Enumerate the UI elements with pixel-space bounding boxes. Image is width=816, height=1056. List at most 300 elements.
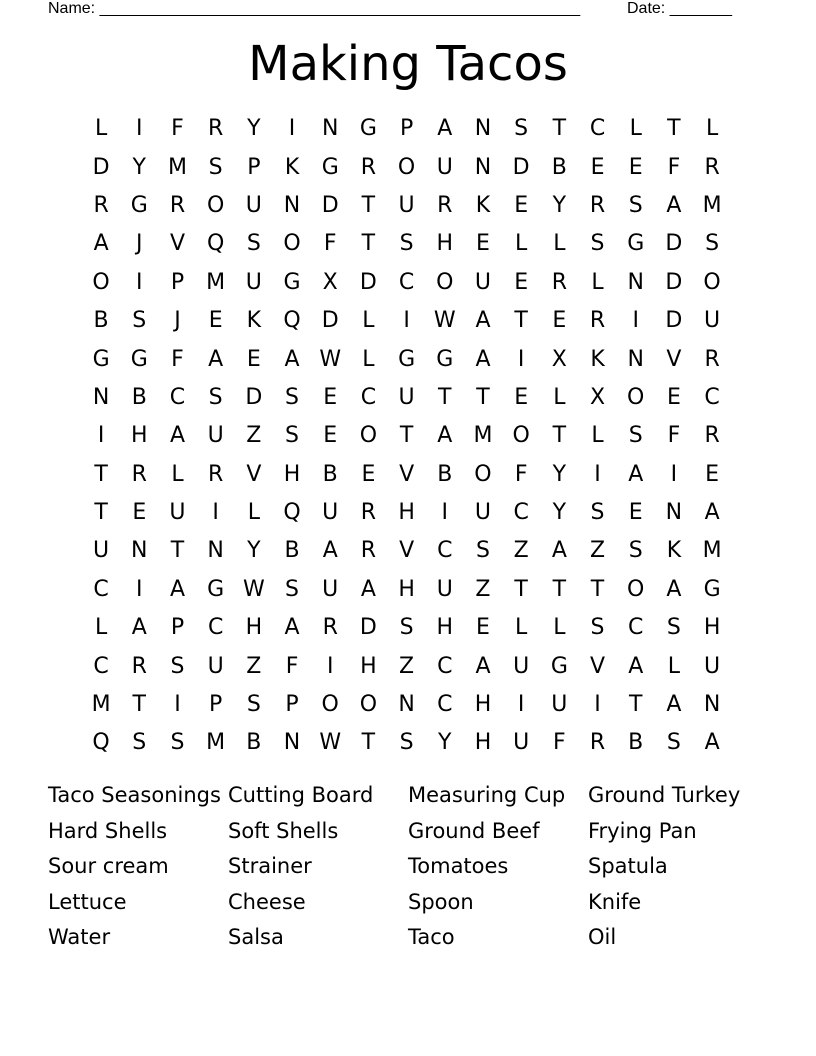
grid-letter: R: [704, 346, 720, 372]
grid-letter: C: [360, 384, 377, 410]
grid-letter: T: [667, 116, 681, 142]
grid-letter: S: [132, 730, 147, 756]
grid-letter: H: [398, 576, 415, 602]
grid-letter: O: [283, 231, 301, 257]
date-field-label: Date: _______: [627, 0, 732, 17]
grid-letter: L: [362, 346, 375, 372]
grid-letter: E: [628, 154, 643, 180]
grid-letter: E: [476, 615, 490, 641]
grid-letter: U: [704, 653, 721, 679]
grid-letter: S: [399, 615, 414, 641]
grid-letter: E: [132, 500, 147, 526]
grid-letter: S: [246, 231, 261, 257]
grid-letter: K: [284, 154, 300, 180]
grid-letter: A: [475, 308, 491, 334]
word-bank-item: Spatula: [588, 854, 668, 878]
grid-letter: T: [132, 692, 146, 718]
grid-letter: A: [628, 653, 644, 679]
grid-letter: O: [703, 269, 721, 295]
grid-letter: R: [589, 192, 606, 218]
grid-letter: N: [398, 692, 415, 718]
grid-letter: I: [670, 461, 678, 487]
word-bank-item: Measuring Cup: [408, 783, 566, 807]
grid-letter: I: [136, 116, 143, 142]
grid-letter: S: [628, 538, 643, 564]
grid-letter: G: [398, 346, 416, 372]
grid-letter: C: [589, 116, 606, 142]
grid-letter: H: [360, 653, 377, 679]
grid-letter: F: [667, 154, 681, 180]
grid-letter: L: [94, 116, 108, 142]
grid-letter: E: [514, 384, 529, 410]
grid-letter: P: [285, 692, 299, 718]
grid-letter: V: [399, 538, 415, 564]
grid-letter: T: [590, 576, 605, 602]
grid-letter: N: [703, 692, 721, 718]
grid-letter: U: [398, 384, 415, 410]
grid-row: [82, 647, 732, 685]
grid-letter: O: [436, 269, 454, 295]
grid-letter: I: [97, 423, 105, 449]
word-bank-item: Ground Turkey: [588, 783, 741, 807]
grid-letter: Z: [513, 538, 529, 564]
grid-letter: F: [514, 461, 528, 487]
grid-row: [82, 724, 732, 762]
grid-letter: A: [551, 538, 567, 564]
grid-letter: L: [553, 384, 566, 410]
header-line: [48, 0, 748, 20]
grid-letter: A: [704, 730, 720, 756]
grid-letter: E: [628, 500, 643, 526]
grid-letter: F: [171, 116, 184, 142]
word-bank-item: Sour cream: [48, 854, 169, 878]
grid-row: [82, 609, 732, 647]
grid-letter: O: [359, 423, 378, 449]
grid-letter: G: [627, 231, 645, 257]
grid-letter: N: [207, 538, 224, 564]
grid-letter: G: [130, 192, 148, 218]
grid-letter: K: [666, 538, 682, 564]
grid-letter: I: [174, 692, 181, 718]
grid-letter: S: [399, 730, 414, 756]
grid-letter: C: [437, 538, 453, 564]
grid-letter: C: [93, 653, 109, 679]
grid-letter: X: [551, 346, 567, 372]
word-bank-item: Ground Beef: [408, 818, 540, 843]
grid-letter: K: [246, 308, 262, 334]
grid-letter: L: [667, 653, 681, 679]
word-bank-item: Cutting Board: [228, 783, 374, 807]
grid-letter: E: [666, 384, 681, 410]
grid-letter: O: [627, 576, 645, 602]
grid-letter: E: [323, 384, 338, 410]
grid-letter: D: [665, 308, 683, 334]
grid-letter: Y: [132, 154, 146, 180]
grid-letter: J: [136, 231, 143, 257]
grid-letter: L: [94, 615, 108, 641]
grid-letter: T: [552, 116, 567, 142]
grid-letter: A: [169, 576, 185, 602]
grid-letter: S: [285, 384, 300, 410]
grid-row: [82, 225, 732, 263]
grid-letter: S: [666, 615, 681, 641]
grid-letter: O: [474, 461, 492, 487]
grid-row: [82, 148, 732, 186]
grid-letter: K: [475, 192, 491, 218]
word-bank-item: Salsa: [228, 925, 284, 949]
grid-letter: S: [514, 116, 529, 142]
grid-letter: T: [94, 461, 108, 487]
grid-row: [82, 110, 732, 148]
grid-letter: R: [208, 116, 224, 142]
grid-letter: L: [591, 269, 604, 295]
name-field-label: Name: ______________________________________________________: [48, 0, 581, 17]
grid-letter: E: [705, 461, 720, 487]
grid-letter: B: [93, 308, 109, 334]
grid-letter: S: [705, 231, 720, 257]
grid-letter: M: [702, 192, 722, 218]
grid-letter: L: [705, 116, 719, 142]
grid-letter: X: [589, 384, 606, 410]
grid-letter: P: [170, 615, 185, 641]
grid-letter: R: [704, 154, 720, 180]
grid-letter: D: [245, 384, 263, 410]
grid-letter: B: [551, 154, 567, 180]
grid-letter: G: [550, 653, 568, 679]
grid-letter: R: [589, 730, 606, 756]
grid-letter: S: [246, 692, 261, 718]
grid-letter: M: [206, 269, 226, 295]
grid-letter: S: [170, 653, 185, 679]
grid-letter: T: [361, 192, 376, 218]
grid-letter: R: [360, 500, 377, 526]
grid-letter: T: [94, 500, 108, 526]
grid-letter: S: [475, 538, 490, 564]
grid-letter: N: [92, 384, 110, 410]
grid-letter: M: [206, 730, 226, 756]
grid-letter: W: [319, 346, 342, 372]
grid-letter: A: [704, 500, 720, 526]
grid-letter: E: [514, 269, 529, 295]
word-bank-item: Frying Pan: [588, 818, 697, 843]
grid-letter: L: [171, 461, 184, 487]
grid-letter: Z: [246, 423, 262, 449]
grid-letter: F: [323, 231, 337, 257]
grid-letter: U: [436, 154, 453, 180]
word-bank-item: Taco Seasonings: [48, 783, 221, 807]
grid-row: [82, 264, 732, 302]
word-bank-item: Knife: [588, 889, 642, 914]
grid-letter: U: [551, 692, 568, 718]
grid-letter: L: [247, 500, 260, 526]
grid-row: [82, 417, 732, 455]
grid-letter: G: [283, 269, 301, 295]
grid-letter: Q: [283, 500, 301, 526]
grid-letter: S: [208, 384, 223, 410]
grid-letter: T: [361, 730, 376, 756]
grid-letter: R: [208, 461, 224, 487]
word-bank-item: Spoon: [408, 889, 474, 914]
grid-letter: A: [666, 576, 682, 602]
grid-letter: I: [632, 308, 639, 334]
grid-letter: A: [666, 192, 682, 218]
grid-letter: H: [283, 461, 301, 487]
grid-letter: A: [628, 461, 644, 487]
grid-letter: S: [628, 192, 643, 218]
grid-letter: G: [321, 154, 339, 180]
grid-letter: B: [628, 730, 644, 756]
grid-letter: C: [207, 615, 224, 641]
grid-letter: C: [437, 653, 453, 679]
grid-letter: A: [284, 346, 300, 372]
grid-letter: R: [131, 461, 147, 487]
grid-letter: U: [169, 500, 186, 526]
grid-letter: U: [474, 500, 492, 526]
grid-letter: L: [515, 231, 528, 257]
page-title: Making Tacos: [248, 36, 568, 92]
grid-letter: F: [285, 653, 299, 679]
grid-letter: Z: [246, 653, 262, 679]
grid-letter: D: [321, 192, 339, 218]
grid-letter: S: [590, 615, 605, 641]
grid-letter: W: [242, 576, 265, 602]
grid-letter: D: [321, 308, 339, 334]
grid-letter: H: [703, 615, 721, 641]
grid-letter: O: [397, 154, 416, 180]
grid-letter: A: [437, 116, 453, 142]
grid-letter: N: [321, 116, 339, 142]
grid-letter: Y: [247, 116, 261, 142]
grid-letter: G: [359, 116, 377, 142]
grid-letter: U: [704, 308, 721, 334]
grid-letter: E: [590, 154, 605, 180]
grid-letter: B: [284, 538, 300, 564]
grid-letter: X: [322, 269, 338, 295]
grid-letter: I: [136, 576, 143, 602]
grid-letter: L: [629, 116, 642, 142]
grid-letter: D: [92, 154, 110, 180]
grid-letter: S: [399, 231, 414, 257]
grid-letter: U: [245, 269, 262, 295]
grid-letter: J: [174, 308, 181, 334]
grid-letter: L: [553, 615, 566, 641]
grid-letter: D: [665, 269, 683, 295]
grid-letter: E: [476, 231, 490, 257]
grid-letter: O: [321, 692, 339, 718]
grid-letter: V: [399, 461, 415, 487]
grid-letter: B: [246, 730, 262, 756]
word-bank-item: Taco: [408, 925, 455, 949]
grid-letter: H: [131, 423, 148, 449]
grid-letter: I: [517, 346, 525, 372]
grid-letter: U: [322, 500, 339, 526]
grid-letter: M: [702, 538, 722, 564]
grid-letter: T: [552, 576, 567, 602]
grid-letter: O: [359, 692, 378, 718]
grid-letter: I: [326, 653, 334, 679]
grid-letter: T: [628, 692, 643, 718]
grid-letter: N: [627, 346, 644, 372]
grid-letter: Y: [552, 192, 567, 218]
grid-letter: B: [131, 384, 147, 410]
grid-letter: D: [512, 154, 530, 180]
grid-letter: D: [359, 615, 377, 641]
grid-letter: L: [553, 231, 566, 257]
grid-letter: E: [514, 192, 529, 218]
grid-letter: Q: [283, 308, 301, 334]
grid-letter: B: [322, 461, 338, 487]
grid-letter: T: [438, 384, 452, 410]
grid-letter: Z: [399, 653, 415, 679]
grid-letter: M: [473, 423, 493, 449]
grid-letter: Z: [589, 538, 606, 564]
grid-letter: Y: [552, 500, 567, 526]
grid-letter: G: [703, 576, 721, 602]
grid-letter: U: [436, 576, 453, 602]
grid-letter: A: [475, 653, 491, 679]
grid-letter: A: [169, 423, 185, 449]
grid-letter: C: [169, 384, 186, 410]
grid-row: [82, 340, 732, 378]
grid-letter: P: [170, 269, 185, 295]
grid-letter: U: [93, 538, 110, 564]
word-bank-item: Oil: [588, 925, 617, 949]
word-bank-item: Strainer: [228, 854, 312, 878]
grid-letter: M: [167, 154, 187, 180]
grid-row: [82, 494, 732, 532]
grid-letter: I: [288, 116, 296, 142]
grid-letter: R: [437, 192, 453, 218]
grid-letter: N: [474, 116, 492, 142]
grid-letter: U: [398, 192, 415, 218]
grid-letter: T: [170, 538, 185, 564]
grid-letter: H: [436, 231, 454, 257]
grid-letter: N: [474, 154, 492, 180]
grid-letter: O: [206, 192, 225, 218]
grid-letter: Q: [206, 231, 225, 257]
grid-letter: S: [590, 231, 605, 257]
word-bank-item: Cheese: [228, 889, 306, 914]
grid-letter: W: [433, 308, 456, 334]
grid-letter: U: [207, 653, 224, 679]
grid-letter: D: [665, 231, 683, 257]
grid-letter: T: [552, 423, 567, 449]
word-bank: [48, 778, 788, 956]
grid-letter: C: [93, 576, 109, 602]
grid-letter: U: [474, 269, 492, 295]
grid-letter: C: [437, 692, 453, 718]
grid-letter: I: [517, 692, 525, 718]
grid-letter: N: [131, 538, 148, 564]
grid-letter: W: [319, 730, 342, 756]
word-bank-item: Hard Shells: [48, 818, 168, 843]
grid-letter: K: [590, 346, 605, 372]
grid-letter: F: [553, 730, 566, 756]
grid-letter: H: [474, 730, 492, 756]
grid-letter: A: [360, 576, 376, 602]
grid-letter: I: [136, 269, 143, 295]
grid-letter: Y: [247, 538, 261, 564]
grid-letter: V: [169, 231, 185, 257]
grid-letter: V: [590, 653, 606, 679]
grid-letter: P: [399, 116, 414, 142]
grid-letter: A: [437, 423, 453, 449]
grid-letter: H: [398, 500, 415, 526]
grid-letter: S: [285, 423, 300, 449]
grid-letter: U: [245, 192, 262, 218]
grid-letter: S: [208, 154, 223, 180]
grid-row: [82, 187, 732, 225]
grid-letter: H: [474, 692, 492, 718]
grid-letter: R: [169, 192, 186, 218]
grid-letter: S: [666, 730, 681, 756]
grid-letter: C: [704, 384, 720, 410]
grid-letter: R: [360, 538, 377, 564]
grid-letter: A: [208, 346, 224, 372]
grid-letter: N: [627, 269, 644, 295]
grid-row: [82, 379, 732, 417]
grid-letter: I: [403, 308, 410, 334]
grid-letter: Y: [552, 461, 567, 487]
grid-letter: I: [594, 692, 601, 718]
grid-letter: C: [628, 615, 644, 641]
grid-row: [82, 686, 732, 724]
grid-letter: A: [475, 346, 491, 372]
grid-letter: O: [627, 384, 645, 410]
grid-letter: G: [130, 346, 148, 372]
grid-letter: A: [131, 615, 147, 641]
grid-letter: S: [628, 423, 643, 449]
grid-letter: E: [323, 423, 338, 449]
word-bank-item: Water: [48, 925, 111, 949]
grid-letter: S: [285, 576, 300, 602]
grid-letter: T: [514, 308, 528, 334]
grid-letter: I: [594, 461, 601, 487]
grid-letter: C: [513, 500, 529, 526]
grid-letter: H: [436, 615, 454, 641]
grid-letter: U: [513, 653, 530, 679]
grid-letter: A: [322, 538, 338, 564]
grid-letter: E: [361, 461, 376, 487]
grid-row: [82, 532, 732, 570]
grid-letter: O: [92, 269, 110, 295]
grid-letter: E: [208, 308, 223, 334]
grid-letter: F: [667, 423, 681, 449]
grid-letter: T: [514, 576, 528, 602]
grid-letter: N: [665, 500, 683, 526]
grid-letter: S: [590, 500, 605, 526]
grid-letter: C: [398, 269, 415, 295]
grid-letter: I: [212, 500, 219, 526]
grid-letter: L: [591, 423, 604, 449]
word-bank-item: Soft Shells: [228, 818, 339, 843]
grid-letter: P: [209, 692, 223, 718]
grid-letter: R: [704, 423, 720, 449]
grid-row: [82, 302, 732, 340]
grid-letter: R: [589, 308, 606, 334]
grid-letter: N: [283, 730, 301, 756]
grid-letter: R: [131, 653, 147, 679]
grid-letter: T: [361, 231, 376, 257]
grid-letter: A: [666, 692, 682, 718]
grid-letter: A: [284, 615, 300, 641]
letter-grid: [82, 110, 732, 763]
grid-letter: S: [132, 308, 147, 334]
grid-letter: U: [322, 576, 339, 602]
grid-letter: M: [91, 692, 111, 718]
grid-letter: Y: [438, 730, 452, 756]
grid-letter: R: [551, 269, 567, 295]
